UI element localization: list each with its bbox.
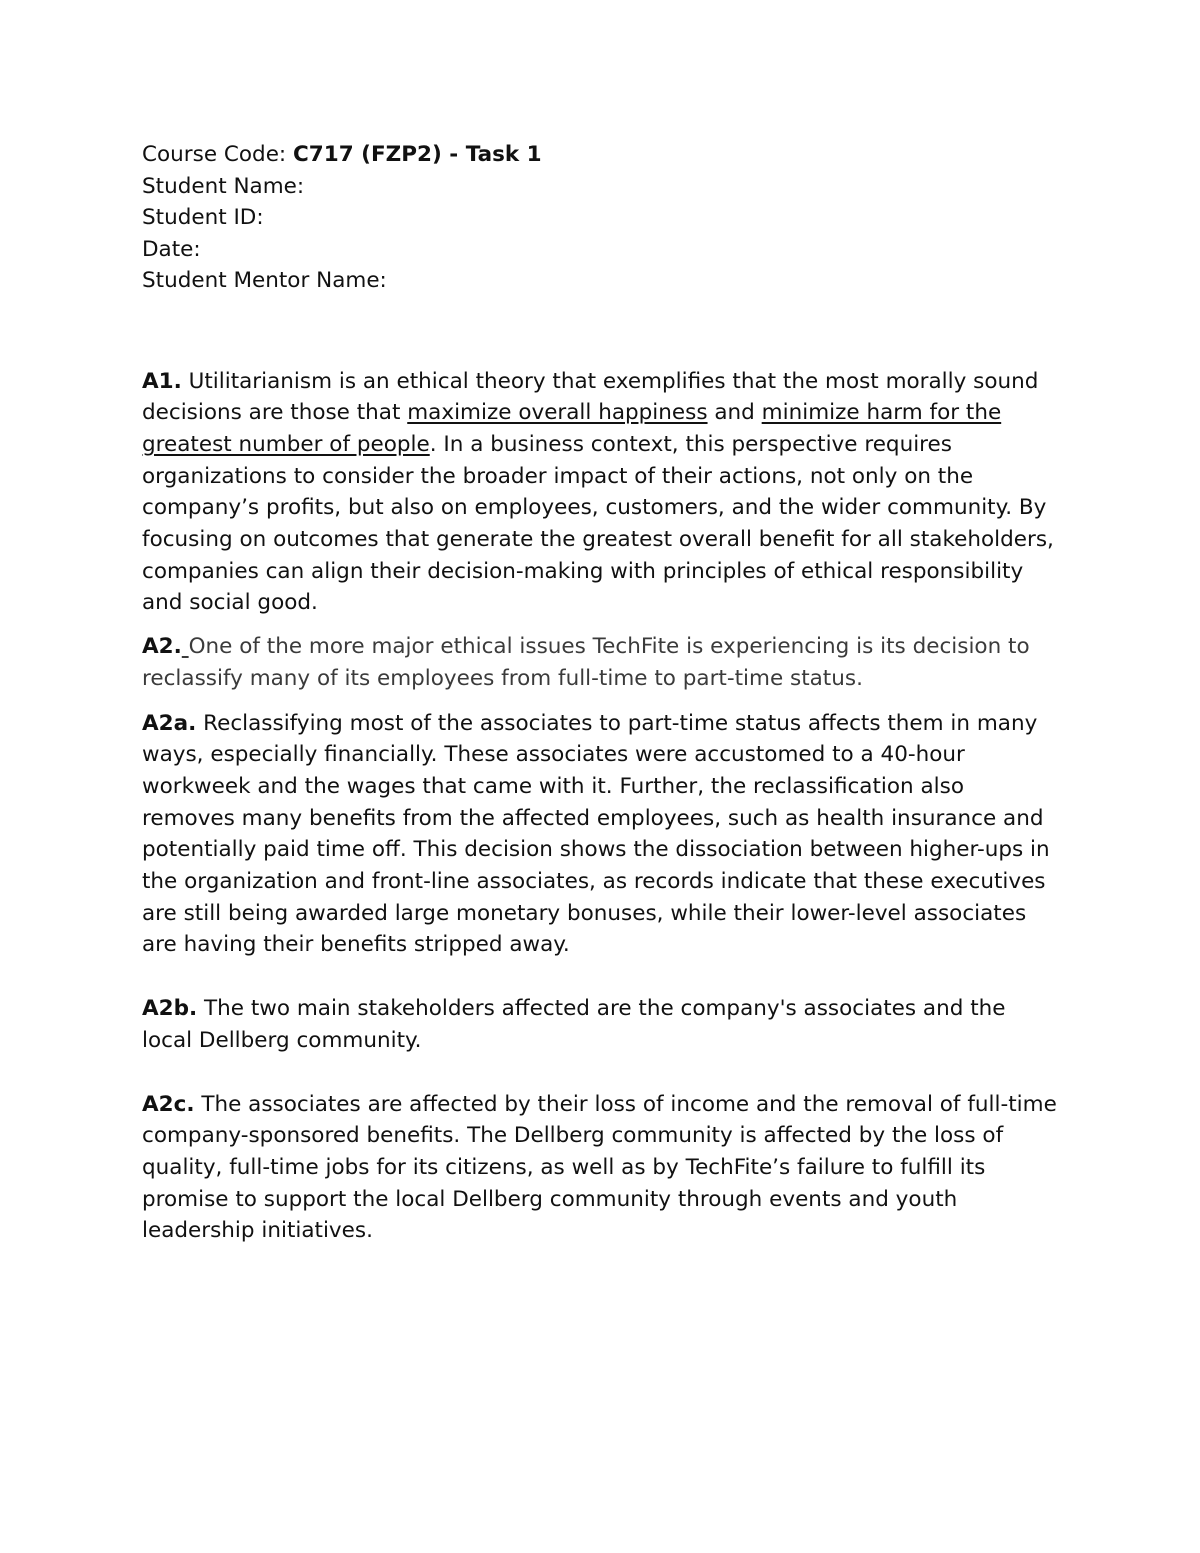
section-a2b (142, 993, 1062, 1056)
section-a2c-label: A2c. (142, 1091, 195, 1117)
section-a2-text: One of the more major ethical issues TechFite is experiencing is its decision to reclassify many of its employees from full-time to part-time status. (142, 634, 1030, 691)
section-a2c-text: The associates are affected by their loss of income and the removal of full-time company-sponsored benefits. The Dellberg community is affected by the loss of quality, full-time jobs for its citizens, as well as by TechFite’s failure to fulfill its promise to support the local Dellberg community through events and youth leadership initiatives. (142, 1091, 1057, 1244)
section-a2-label: A2. (142, 634, 182, 660)
section-a1-underline-2: minimize harm for the greatest number of people (142, 400, 1002, 457)
student-name-line: Student Name: (142, 173, 305, 199)
course-code-value: C717 (FZP2) - Task 1 (293, 142, 542, 167)
section-a2a (142, 708, 1062, 962)
document-header (142, 139, 1062, 297)
section-a1-label: A1. (142, 368, 182, 394)
section-a2 (142, 631, 1062, 694)
section-a1 (142, 366, 1062, 620)
course-code-line (142, 139, 1062, 171)
section-a1-text-1: Utilitarianism is an ethical theory that exemplifies that the most morally sound decisions are those that (142, 368, 1039, 426)
section-a2a-label: A2a. (142, 710, 197, 736)
section-a2-underlined-space (182, 634, 189, 659)
section-a1-text-3: . In a business context, this perspective requires organizations to consider the broader impact of their actions, not only on the company’s profits, but also on employees, customers, and the wider community. By focusing on outcomes that generate the greatest overall benefit for all stakeholders, companies can align their decision-making with principles of ethical responsibility and social good. (142, 431, 1054, 616)
section-a2b-label: A2b. (142, 996, 198, 1022)
student-id-line: Student ID: (142, 205, 264, 230)
mentor-name-line: Student Mentor Name: (142, 268, 387, 293)
section-a2b-text: The two main stakeholders affected are the company's associates and the local Dellberg community. (142, 996, 1006, 1053)
section-a1-text-2: and (707, 400, 762, 426)
section-a2c (142, 1089, 1062, 1248)
date-line: Date: (142, 236, 201, 262)
section-a2a-text: Reclassifying most of the associates to part-time status affects them in many ways, especially financially. These associates were accustomed to a 40-hour workweek and the wages that came with it. Further, the reclassification also removes many benefits from the affected employees, such as health insurance and potentially paid time off. This decision shows the dissociation between higher-ups in the organization and front-line associates, as records indicate that these executives are still being awarded large monetary bonuses, while their lower-level associates are having their benefits stripped away. (142, 710, 1050, 958)
section-a1-underline-1: maximize overall happiness (407, 400, 708, 426)
course-code-label: Course Code: (142, 142, 294, 167)
document-page (142, 139, 1062, 1247)
